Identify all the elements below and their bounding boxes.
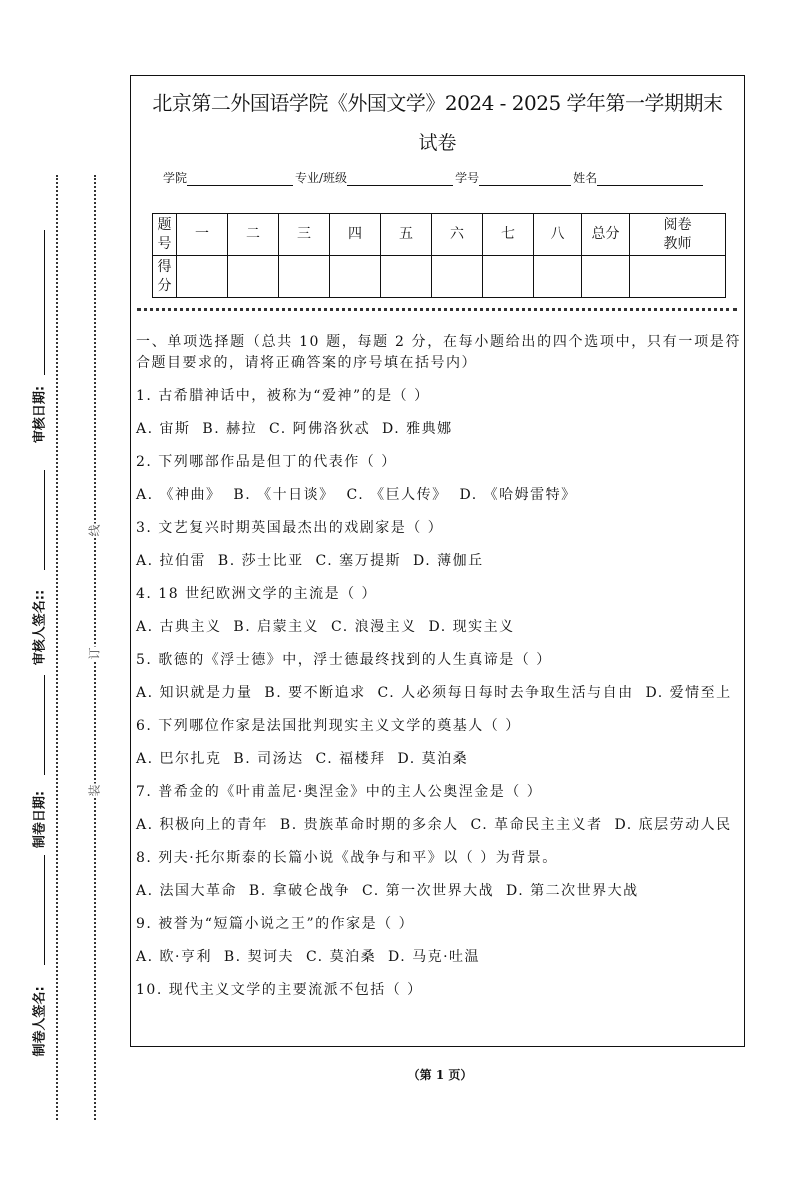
student-info — [163, 170, 739, 186]
outer-dotted-line — [56, 175, 58, 1120]
options: A. 知识就是力量 B. 要不断追求 C. 人必须每日每时去争取生活与自由 D. 爱情至上 — [136, 685, 732, 701]
page-number: （第 1 页） — [407, 1068, 473, 1082]
exam-subtitle: 试卷 — [418, 132, 457, 154]
major-class-label: 专业/班级 — [295, 171, 348, 185]
major-class-field[interactable] — [347, 173, 453, 186]
column-header: 总分 — [582, 214, 630, 256]
score-cell[interactable] — [279, 256, 330, 298]
college-label: 学院 — [163, 171, 188, 185]
signature-line — [44, 855, 45, 965]
options: A. 古典主义 B. 启蒙主义 C. 浪漫主义 D. 现实主义 — [136, 619, 515, 635]
column-header: 七 — [483, 214, 534, 256]
dotted-separator — [137, 308, 737, 311]
bind-mark: 订 — [87, 647, 102, 660]
question: 3. 文艺复兴时期英国最杰出的戏剧家是（ ） — [136, 520, 444, 536]
options: A. 欧·亨利 B. 契诃夫 C. 莫泊桑 D. 马克·吐温 — [136, 949, 481, 965]
options: A. 巴尔扎克 B. 司汤达 C. 福楼拜 D. 莫泊桑 — [136, 751, 469, 767]
question: 7. 普希金的《叶甫盖尼·奥涅金》中的主人公奥涅金是（ ） — [136, 784, 543, 800]
score-cell[interactable] — [483, 256, 534, 298]
options: A. 积极向上的青年 B. 贵族革命时期的多余人 C. 革命民主主义者 D. 底层劳动人民 — [136, 817, 732, 833]
exam-frame — [130, 75, 745, 1047]
score-table — [152, 213, 726, 298]
question: 1. 古希腊神话中，被称为“爱神”的是（ ） — [136, 388, 430, 404]
student-id-label: 学号 — [455, 171, 480, 185]
question: 10. 现代主义文学的主要流派不包括（ ） — [136, 982, 423, 998]
question: 6. 下列哪位作家是法国批判现实主义文学的奠基人（ ） — [136, 718, 521, 734]
prepare-date-label: 制卷日期: — [32, 790, 48, 849]
question: 2. 下列哪部作品是但丁的代表作（ ） — [136, 454, 397, 470]
score-cell[interactable] — [630, 256, 726, 298]
column-header: 六 — [432, 214, 483, 256]
table-row — [153, 256, 726, 298]
review-date-label: 审核日期: — [32, 385, 48, 444]
question: 8. 列夫·托尔斯泰的长篇小说《战争与和平》以（ ）为背景。 — [136, 850, 558, 866]
options: A. 法国大革命 B. 拿破仑战争 C. 第一次世界大战 D. 第二次世界大战 — [136, 883, 639, 899]
score-cell[interactable] — [177, 256, 228, 298]
table-row — [153, 214, 726, 256]
column-header: 二 — [228, 214, 279, 256]
column-header: 五 — [381, 214, 432, 256]
name-label: 姓名 — [573, 171, 598, 185]
score-cell[interactable] — [330, 256, 381, 298]
options: A. 拉伯雷 B. 莎士比亚 C. 塞万提斯 D. 薄伽丘 — [136, 553, 484, 569]
score-cell[interactable] — [432, 256, 483, 298]
reviewer-signature-label: 审核人签名:: — [32, 589, 48, 666]
section-single-choice — [136, 332, 741, 1001]
column-header: 一 — [177, 214, 228, 256]
question: 4. 18 世纪欧洲文学的主流是（ ） — [136, 586, 378, 602]
line-mark: 线 — [87, 524, 102, 537]
score-cell[interactable] — [228, 256, 279, 298]
column-header: 四 — [330, 214, 381, 256]
student-id-field[interactable] — [479, 173, 571, 186]
options: A. 《神曲》 B. 《十日谈》 C. 《巨人传》 D. 《哈姆雷特》 — [136, 487, 577, 503]
signature-line — [44, 230, 45, 375]
section-heading: 一、单项选择题（总共 10 题，每题 2 分，在每小题给出的四个选项中，只有一项是符合题目要求的，请将正确答案的序号填在括号内） — [136, 334, 741, 371]
college-field[interactable] — [187, 173, 293, 186]
column-header: 阅卷教师 — [630, 214, 726, 256]
row-label: 题号 — [153, 214, 177, 256]
score-cell[interactable] — [534, 256, 582, 298]
name-field[interactable] — [597, 173, 703, 186]
column-header: 三 — [279, 214, 330, 256]
score-cell[interactable] — [582, 256, 630, 298]
options: A. 宙斯 B. 赫拉 C. 阿佛洛狄忒 D. 雅典娜 — [136, 421, 453, 437]
signature-line — [44, 675, 45, 775]
exam-title: 北京第二外国语学院《外国文学》2024 - 2025 学年第一学期期末 — [152, 91, 723, 115]
preparer-signature-label: 制卷人签名: — [32, 986, 48, 1057]
question: 5. 歌德的《浮士德》中，浮士德最终找到的人生真谛是（ ） — [136, 652, 552, 668]
signature-line — [44, 470, 45, 570]
row-label: 得分 — [153, 256, 177, 298]
seal-mark: 装 — [87, 784, 102, 797]
score-cell[interactable] — [381, 256, 432, 298]
column-header: 八 — [534, 214, 582, 256]
question: 9. 被誉为“短篇小说之王”的作家是（ ） — [136, 916, 415, 932]
